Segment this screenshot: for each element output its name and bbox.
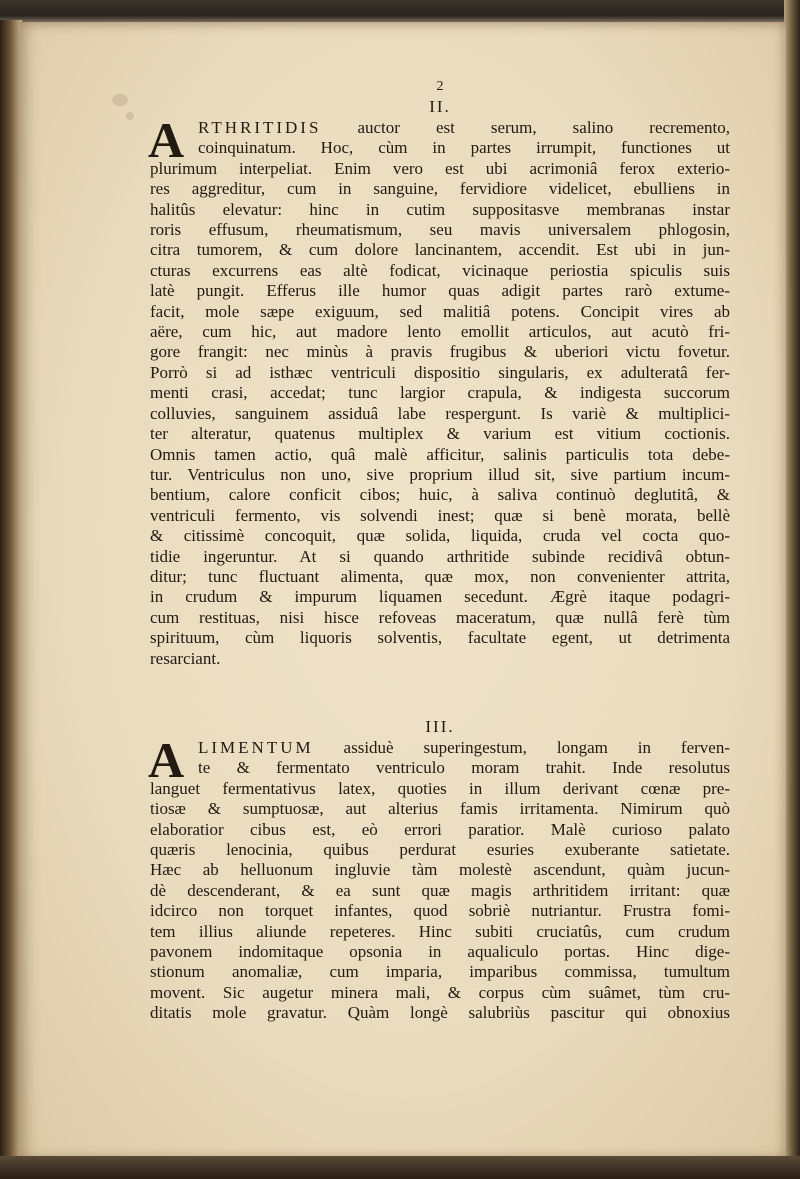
text-line: cum restituas, nisi hisce refoveas maceratum, quæ nullâ ferè tùm	[150, 607, 730, 627]
text-line: coinquinatum. Hoc, cùm in partes irrumpit, functiones ut	[198, 138, 730, 158]
page-smudge	[126, 112, 134, 120]
text-line: facit, mole sæpe exiguum, sed malitiâ potens. Concipit vires ab	[150, 301, 730, 321]
text-line: idcirco non torquet infantes, quod sobriè nutriantur. Frustra fomi-	[150, 901, 730, 921]
text-line: quæris lenocinia, quibus perdurat esuries exuberante satietate.	[150, 840, 730, 860]
section-paragraph	[148, 112, 731, 716]
text-line: ventriculi fermento, vis solvendi inest; quæ si benè morata, bellè	[150, 505, 730, 525]
text-line: languet fermentativus latex, quoties in illum derivant cœnæ pre-	[150, 778, 730, 798]
text-line: dè descenderant, & ea sunt quæ magis arthritidem irritant: quæ	[150, 880, 730, 900]
text-line: LIMENTUM assiduè superingestum, longam in ferven-	[198, 738, 730, 757]
text-line: RTHRITIDIS auctor est serum, salino recremento,	[198, 118, 731, 137]
text-line: ter alteratur, quatenus multiplex & varium est vitium coctionis.	[150, 424, 730, 444]
text-line: res aggreditur, cum in sanguine, fervidiore videlicet, ebulliens in	[150, 179, 730, 199]
opening-word: LIMENTUM	[198, 738, 314, 757]
text-line: in crudum & impurum liquamen secedunt. Ægrè itaque podagri-	[150, 587, 730, 607]
page-number: 2	[436, 79, 444, 94]
section-heading: III.	[425, 717, 455, 736]
text-line: resarciant.	[150, 648, 221, 668]
text-line: cturas excurrens eas altè fodicat, vicinaque periostia spiculis suis	[150, 260, 730, 280]
text-line: Hæc ab helluonum ingluvie tàm molestè ascendunt, quàm jucun-	[150, 860, 730, 880]
page-bottom-edge	[0, 1156, 800, 1179]
text-line: colluvies, sanguinem assiduâ labe respergunt. Is variè & multiplici-	[150, 403, 730, 423]
drop-cap: A	[148, 732, 185, 788]
text-line: gore frangit: nec minùs à pravis frugibus & uberiori victu fovetur.	[150, 342, 730, 362]
book-gutter	[0, 20, 22, 1179]
text-line: ditatis mole gravatur. Quàm longè salubriùs pascitur qui obnoxius	[150, 1003, 730, 1023]
text-line: tiosæ & sumptuosæ, aut alterius famis irritamenta. Nimirum quò	[150, 799, 730, 819]
text-line: plurimum interpeliat. Enim vero est ubi acrimoniâ ferox exterio-	[150, 158, 730, 178]
text-line: tem illius aliunde repeteres. Hinc subiti cruciatûs, cum crudum	[150, 921, 730, 941]
text-line: ditur; tunc fluctuant alimenta, quæ mox, non convenienter attrita,	[150, 566, 730, 586]
text-line: stionum anomaliæ, cum imparia, imparibus commissa, tumultum	[150, 962, 730, 982]
page-smudge	[112, 94, 128, 106]
text-line: elaboratior cibus est, eò errori paratior. Malè curioso palato	[150, 819, 730, 839]
text-line: aëre, cum hic, aut madore lento emollit articulos, aut acutò fri-	[150, 322, 730, 342]
section-heading: II.	[429, 97, 451, 116]
text-line: tidie ingeruntur. At si quando arthritide subinde recidivâ obtun-	[150, 546, 730, 566]
text-line: menti crasi, accedat; tunc largior crapula, & indigesta succorum	[150, 383, 730, 403]
text-line: pavonem indomitaque opsonia in aqualiculo portas. Hinc dige-	[150, 942, 730, 962]
text-line: & citissimè concoquit, quæ solida, liquida, cruda vel cocta quo-	[150, 526, 730, 546]
text-line: citra tumorem, & cum dolore lancinantem, accendit. Est ubi in jun-	[150, 240, 730, 260]
text-line: tur. Ventriculus non uno, sive proprium illud sit, sive partium incum-	[150, 464, 730, 484]
page-fore-edge	[784, 0, 800, 1179]
text-line: movent. Sic augetur minera mali, & corpus cùm suâmet, tùm cru-	[150, 982, 730, 1002]
text-block	[150, 78, 730, 1043]
text-line: latè pungit. Efferus ille humor quas adigit partes rarò extume-	[150, 281, 730, 301]
text-line: Porrò si ad isthæc ventriculi dispositio singularis, ex adulteratâ fer-	[150, 362, 730, 382]
text-line: te & fermentato ventriculo moram trahit. Inde resolutus	[198, 758, 730, 778]
text-line: halitûs elevatur: hinc in cutim suppositasve membranas instar	[150, 199, 730, 219]
text-line: roris effusum, rheumatismum, seu mavis universalem phlogosin,	[150, 220, 730, 240]
section-paragraph	[148, 732, 730, 1043]
drop-cap: A	[148, 112, 185, 168]
text-line: Omnis tamen actio, quâ malè afficitur, salinis particulis tota debe-	[150, 444, 730, 464]
text-line: spirituum, cùm liquoris solventis, facultate egent, ut detrimenta	[150, 628, 730, 648]
opening-word: RTHRITIDIS	[198, 118, 322, 137]
text-line: bentium, calore conficit cibos; huic, à saliva continuò deglutitâ, &	[150, 485, 730, 505]
